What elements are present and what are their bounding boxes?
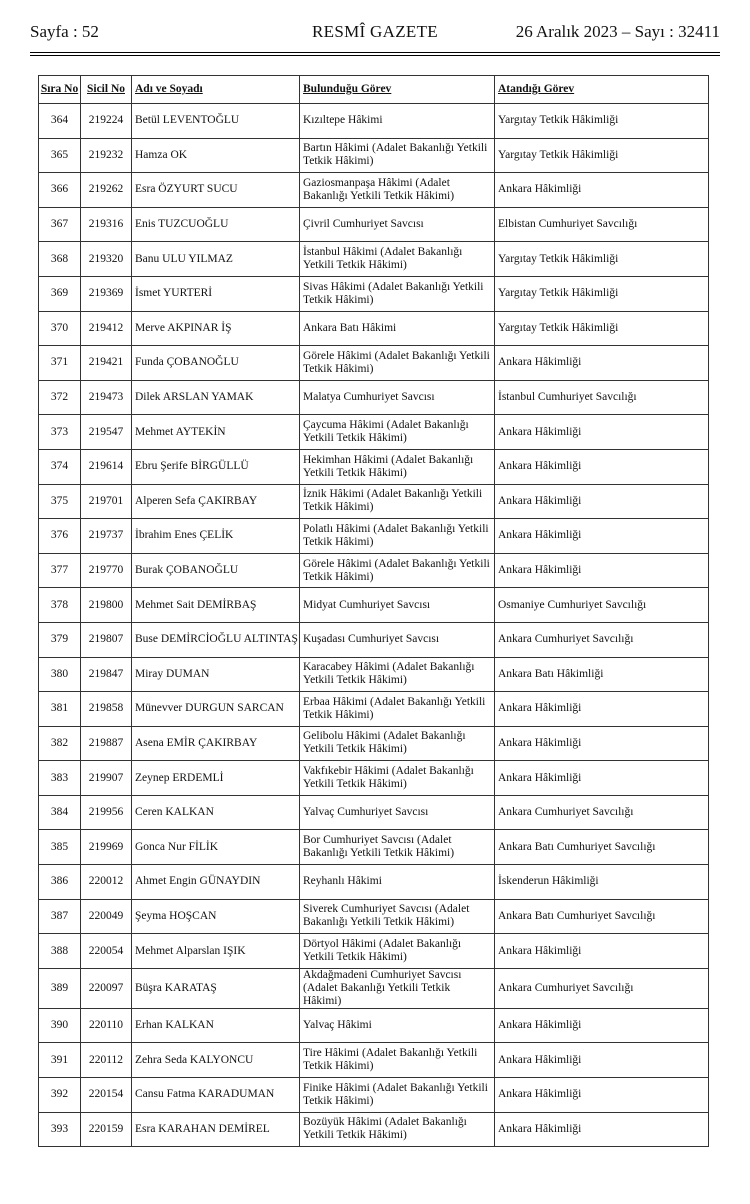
sira-no-cell: 369 (39, 276, 81, 311)
sicil-no-cell: 219320 (81, 242, 132, 277)
table-row (39, 726, 709, 761)
current-post-cell: Tire Hâkimi (Adalet Bakanlığı Yetkili Tetkik Hâkimi) (300, 1043, 495, 1078)
name-cell: Dilek ARSLAN YAMAK (132, 380, 300, 415)
table-row (39, 242, 709, 277)
table-row (39, 968, 709, 1008)
name-cell: Miray DUMAN (132, 657, 300, 692)
assigned-post-cell: Ankara Batı Cumhuriyet Savcılığı (495, 830, 709, 865)
sicil-no-cell: 219847 (81, 657, 132, 692)
assigned-post-cell: Yargıtay Tetkik Hâkimliği (495, 138, 709, 173)
assigned-post-cell: Ankara Hâkimliği (495, 484, 709, 519)
sicil-no-cell: 219316 (81, 207, 132, 242)
sicil-no-cell: 219369 (81, 276, 132, 311)
sicil-no-cell: 219421 (81, 346, 132, 381)
table-row (39, 484, 709, 519)
sira-no-cell: 389 (39, 968, 81, 1008)
table-row (39, 795, 709, 830)
issue-date: 26 Aralık 2023 – Sayı : 32411 (515, 22, 720, 41)
current-post-cell: Finike Hâkimi (Adalet Bakanlığı Yetkili Tetkik Hâkimi) (300, 1078, 495, 1113)
assigned-post-cell: Yargıtay Tetkik Hâkimliği (495, 311, 709, 346)
sicil-no-cell: 219858 (81, 692, 132, 727)
current-post-cell: Siverek Cumhuriyet Savcısı (Adalet Bakanlığı Yetkili Tetkik Hâkimi) (300, 899, 495, 934)
assigned-post-cell: Ankara Hâkimliği (495, 726, 709, 761)
current-post-cell: Gaziosmanpaşa Hâkimi (Adalet Bakanlığı Yetkili Tetkik Hâkimi) (300, 173, 495, 208)
current-post-cell: İznik Hâkimi (Adalet Bakanlığı Yetkili Tetkik Hâkimi) (300, 484, 495, 519)
current-post-cell: Yalvaç Cumhuriyet Savcısı (300, 795, 495, 830)
header-rule (30, 52, 720, 56)
assigned-post-cell: Yargıtay Tetkik Hâkimliği (495, 276, 709, 311)
current-post-cell: Bartın Hâkimi (Adalet Bakanlığı Yetkili Tetkik Hâkimi) (300, 138, 495, 173)
name-cell: Buse DEMİRCİOĞLU ALTINTAŞ (132, 622, 300, 657)
sicil-no-cell: 220154 (81, 1078, 132, 1113)
current-post-cell: Hekimhan Hâkimi (Adalet Bakanlığı Yetkili Tetkik Hâkimi) (300, 449, 495, 484)
sira-no-cell: 368 (39, 242, 81, 277)
sicil-no-cell: 219800 (81, 588, 132, 623)
sicil-no-cell: 220054 (81, 934, 132, 969)
assigned-post-cell: Ankara Hâkimliği (495, 934, 709, 969)
appointments-table (38, 75, 709, 1147)
sicil-no-cell: 219232 (81, 138, 132, 173)
table-row (39, 311, 709, 346)
assigned-post-cell: Yargıtay Tetkik Hâkimliği (495, 242, 709, 277)
sira-no-cell: 375 (39, 484, 81, 519)
name-cell: Cansu Fatma KARADUMAN (132, 1078, 300, 1113)
sicil-no-cell: 219737 (81, 519, 132, 554)
column-header-sira-no: Sıra No (39, 76, 81, 104)
current-post-cell: Çaycuma Hâkimi (Adalet Bakanlığı Yetkili Tetkik Hâkimi) (300, 415, 495, 450)
sicil-no-cell: 219412 (81, 311, 132, 346)
sira-no-cell: 373 (39, 415, 81, 450)
current-post-cell: Kuşadası Cumhuriyet Savcısı (300, 622, 495, 657)
name-cell: Enis TUZCUOĞLU (132, 207, 300, 242)
assigned-post-cell: İskenderun Hâkimliği (495, 865, 709, 900)
name-cell: Hamza OK (132, 138, 300, 173)
table-header-row (39, 76, 709, 104)
sicil-no-cell: 220097 (81, 968, 132, 1008)
assigned-post-cell: Elbistan Cumhuriyet Savcılığı (495, 207, 709, 242)
sicil-no-cell: 220012 (81, 865, 132, 900)
name-cell: Büşra KARATAŞ (132, 968, 300, 1008)
sicil-no-cell: 219907 (81, 761, 132, 796)
table-row (39, 138, 709, 173)
current-post-cell: Görele Hâkimi (Adalet Bakanlığı Yetkili Tetkik Hâkimi) (300, 553, 495, 588)
sicil-no-cell: 219969 (81, 830, 132, 865)
name-cell: İbrahim Enes ÇELİK (132, 519, 300, 554)
table-row (39, 588, 709, 623)
table-row (39, 622, 709, 657)
name-cell: Banu ULU YILMAZ (132, 242, 300, 277)
assigned-post-cell: Ankara Hâkimliği (495, 692, 709, 727)
current-post-cell: Malatya Cumhuriyet Savcısı (300, 380, 495, 415)
assigned-post-cell: Ankara Hâkimliği (495, 1043, 709, 1078)
table-row (39, 1112, 709, 1147)
assigned-post-cell: Osmaniye Cumhuriyet Savcılığı (495, 588, 709, 623)
name-cell: Zehra Seda KALYONCU (132, 1043, 300, 1078)
name-cell: Esra ÖZYURT SUCU (132, 173, 300, 208)
current-post-cell: Yalvaç Hâkimi (300, 1008, 495, 1043)
assigned-post-cell: Ankara Cumhuriyet Savcılığı (495, 795, 709, 830)
assigned-post-cell: Ankara Hâkimliği (495, 173, 709, 208)
table-row (39, 1008, 709, 1043)
sicil-no-cell: 219701 (81, 484, 132, 519)
sira-no-cell: 386 (39, 865, 81, 900)
name-cell: Gonca Nur FİLİK (132, 830, 300, 865)
name-cell: Funda ÇOBANOĞLU (132, 346, 300, 381)
sicil-no-cell: 219262 (81, 173, 132, 208)
assigned-post-cell: İstanbul Cumhuriyet Savcılığı (495, 380, 709, 415)
table-row (39, 865, 709, 900)
sira-no-cell: 381 (39, 692, 81, 727)
current-post-cell: Polatlı Hâkimi (Adalet Bakanlığı Yetkili Tetkik Hâkimi) (300, 519, 495, 554)
assigned-post-cell: Ankara Hâkimliği (495, 761, 709, 796)
sira-no-cell: 364 (39, 104, 81, 139)
current-post-cell: Kızıltepe Hâkimi (300, 104, 495, 139)
sira-no-cell: 379 (39, 622, 81, 657)
name-cell: Burak ÇOBANOĞLU (132, 553, 300, 588)
table-row (39, 346, 709, 381)
table-row (39, 449, 709, 484)
sira-no-cell: 391 (39, 1043, 81, 1078)
table-row (39, 657, 709, 692)
current-post-cell: Sivas Hâkimi (Adalet Bakanlığı Yetkili Tetkik Hâkimi) (300, 276, 495, 311)
page-number: Sayfa : 52 (30, 22, 99, 41)
table-row (39, 553, 709, 588)
assigned-post-cell: Ankara Hâkimliği (495, 1078, 709, 1113)
name-cell: Zeynep ERDEMLİ (132, 761, 300, 796)
name-cell: Mehmet Sait DEMİRBAŞ (132, 588, 300, 623)
sira-no-cell: 371 (39, 346, 81, 381)
table-row (39, 173, 709, 208)
name-cell: Alperen Sefa ÇAKIRBAY (132, 484, 300, 519)
name-cell: Münevver DURGUN SARCAN (132, 692, 300, 727)
current-post-cell: Gelibolu Hâkimi (Adalet Bakanlığı Yetkili Tetkik Hâkimi) (300, 726, 495, 761)
name-cell: Ahmet Engin GÜNAYDIN (132, 865, 300, 900)
table-row (39, 692, 709, 727)
name-cell: Ceren KALKAN (132, 795, 300, 830)
name-cell: Mehmet AYTEKİN (132, 415, 300, 450)
name-cell: Betül LEVENTOĞLU (132, 104, 300, 139)
sicil-no-cell: 219614 (81, 449, 132, 484)
sira-no-cell: 388 (39, 934, 81, 969)
assigned-post-cell: Yargıtay Tetkik Hâkimliği (495, 104, 709, 139)
name-cell: Şeyma HOŞCAN (132, 899, 300, 934)
sira-no-cell: 392 (39, 1078, 81, 1113)
name-cell: Erhan KALKAN (132, 1008, 300, 1043)
name-cell: İsmet YURTERİ (132, 276, 300, 311)
sira-no-cell: 385 (39, 830, 81, 865)
name-cell: Esra KARAHAN DEMİREL (132, 1112, 300, 1147)
table-row (39, 899, 709, 934)
current-post-cell: Görele Hâkimi (Adalet Bakanlığı Yetkili Tetkik Hâkimi) (300, 346, 495, 381)
sicil-no-cell: 219473 (81, 380, 132, 415)
page-header (30, 22, 720, 48)
current-post-cell: Erbaa Hâkimi (Adalet Bakanlığı Yetkili Tetkik Hâkimi) (300, 692, 495, 727)
sira-no-cell: 376 (39, 519, 81, 554)
sira-no-cell: 384 (39, 795, 81, 830)
assigned-post-cell: Ankara Hâkimliği (495, 346, 709, 381)
gazette-title: RESMÎ GAZETE (312, 22, 438, 41)
sira-no-cell: 370 (39, 311, 81, 346)
current-post-cell: Bor Cumhuriyet Savcısı (Adalet Bakanlığı Yetkili Tetkik Hâkimi) (300, 830, 495, 865)
column-header-bulundugu-gorev: Bulunduğu Görev (300, 76, 495, 104)
assigned-post-cell: Ankara Hâkimliği (495, 519, 709, 554)
sira-no-cell: 365 (39, 138, 81, 173)
sira-no-cell: 374 (39, 449, 81, 484)
sira-no-cell: 390 (39, 1008, 81, 1043)
current-post-cell: Çivril Cumhuriyet Savcısı (300, 207, 495, 242)
name-cell: Mehmet Alparslan IŞIK (132, 934, 300, 969)
current-post-cell: Ankara Batı Hâkimi (300, 311, 495, 346)
table-row (39, 104, 709, 139)
current-post-cell: Vakfıkebir Hâkimi (Adalet Bakanlığı Yetkili Tetkik Hâkimi) (300, 761, 495, 796)
sicil-no-cell: 219956 (81, 795, 132, 830)
table-row (39, 1043, 709, 1078)
name-cell: Asena EMİR ÇAKIRBAY (132, 726, 300, 761)
table-row (39, 415, 709, 450)
column-header-adi-soyadi: Adı ve Soyadı (132, 76, 300, 104)
sicil-no-cell: 219547 (81, 415, 132, 450)
sira-no-cell: 383 (39, 761, 81, 796)
current-post-cell: Midyat Cumhuriyet Savcısı (300, 588, 495, 623)
current-post-cell: İstanbul Hâkimi (Adalet Bakanlığı Yetkili Tetkik Hâkimi) (300, 242, 495, 277)
sira-no-cell: 366 (39, 173, 81, 208)
assigned-post-cell: Ankara Hâkimliği (495, 553, 709, 588)
table-row (39, 830, 709, 865)
assigned-post-cell: Ankara Cumhuriyet Savcılığı (495, 968, 709, 1008)
current-post-cell: Akdağmadeni Cumhuriyet Savcısı (Adalet Bakanlığı Yetkili Tetkik Hâkimi) (300, 968, 495, 1008)
current-post-cell: Bozüyük Hâkimi (Adalet Bakanlığı Yetkili Tetkik Hâkimi) (300, 1112, 495, 1147)
sira-no-cell: 387 (39, 899, 81, 934)
sicil-no-cell: 220159 (81, 1112, 132, 1147)
column-header-atandigi-gorev: Atandığı Görev (495, 76, 709, 104)
table-row (39, 207, 709, 242)
sicil-no-cell: 220112 (81, 1043, 132, 1078)
sira-no-cell: 377 (39, 553, 81, 588)
assigned-post-cell: Ankara Hâkimliği (495, 1112, 709, 1147)
table-row (39, 934, 709, 969)
sicil-no-cell: 220049 (81, 899, 132, 934)
sira-no-cell: 378 (39, 588, 81, 623)
assigned-post-cell: Ankara Hâkimliği (495, 415, 709, 450)
assigned-post-cell: Ankara Batı Hâkimliği (495, 657, 709, 692)
table-row (39, 380, 709, 415)
sicil-no-cell: 219887 (81, 726, 132, 761)
current-post-cell: Karacabey Hâkimi (Adalet Bakanlığı Yetkili Tetkik Hâkimi) (300, 657, 495, 692)
sira-no-cell: 367 (39, 207, 81, 242)
table-row (39, 519, 709, 554)
assigned-post-cell: Ankara Batı Cumhuriyet Savcılığı (495, 899, 709, 934)
assigned-post-cell: Ankara Cumhuriyet Savcılığı (495, 622, 709, 657)
sira-no-cell: 380 (39, 657, 81, 692)
current-post-cell: Dörtyol Hâkimi (Adalet Bakanlığı Yetkili Tetkik Hâkimi) (300, 934, 495, 969)
name-cell: Merve AKPINAR İŞ (132, 311, 300, 346)
current-post-cell: Reyhanlı Hâkimi (300, 865, 495, 900)
sira-no-cell: 382 (39, 726, 81, 761)
sicil-no-cell: 219807 (81, 622, 132, 657)
assigned-post-cell: Ankara Hâkimliği (495, 1008, 709, 1043)
sicil-no-cell: 220110 (81, 1008, 132, 1043)
sira-no-cell: 372 (39, 380, 81, 415)
table-row (39, 276, 709, 311)
sicil-no-cell: 219224 (81, 104, 132, 139)
table-row (39, 1078, 709, 1113)
assigned-post-cell: Ankara Hâkimliği (495, 449, 709, 484)
column-header-sicil-no: Sicil No (81, 76, 132, 104)
sira-no-cell: 393 (39, 1112, 81, 1147)
name-cell: Ebru Şerife BİRGÜLLÜ (132, 449, 300, 484)
table-row (39, 761, 709, 796)
sicil-no-cell: 219770 (81, 553, 132, 588)
